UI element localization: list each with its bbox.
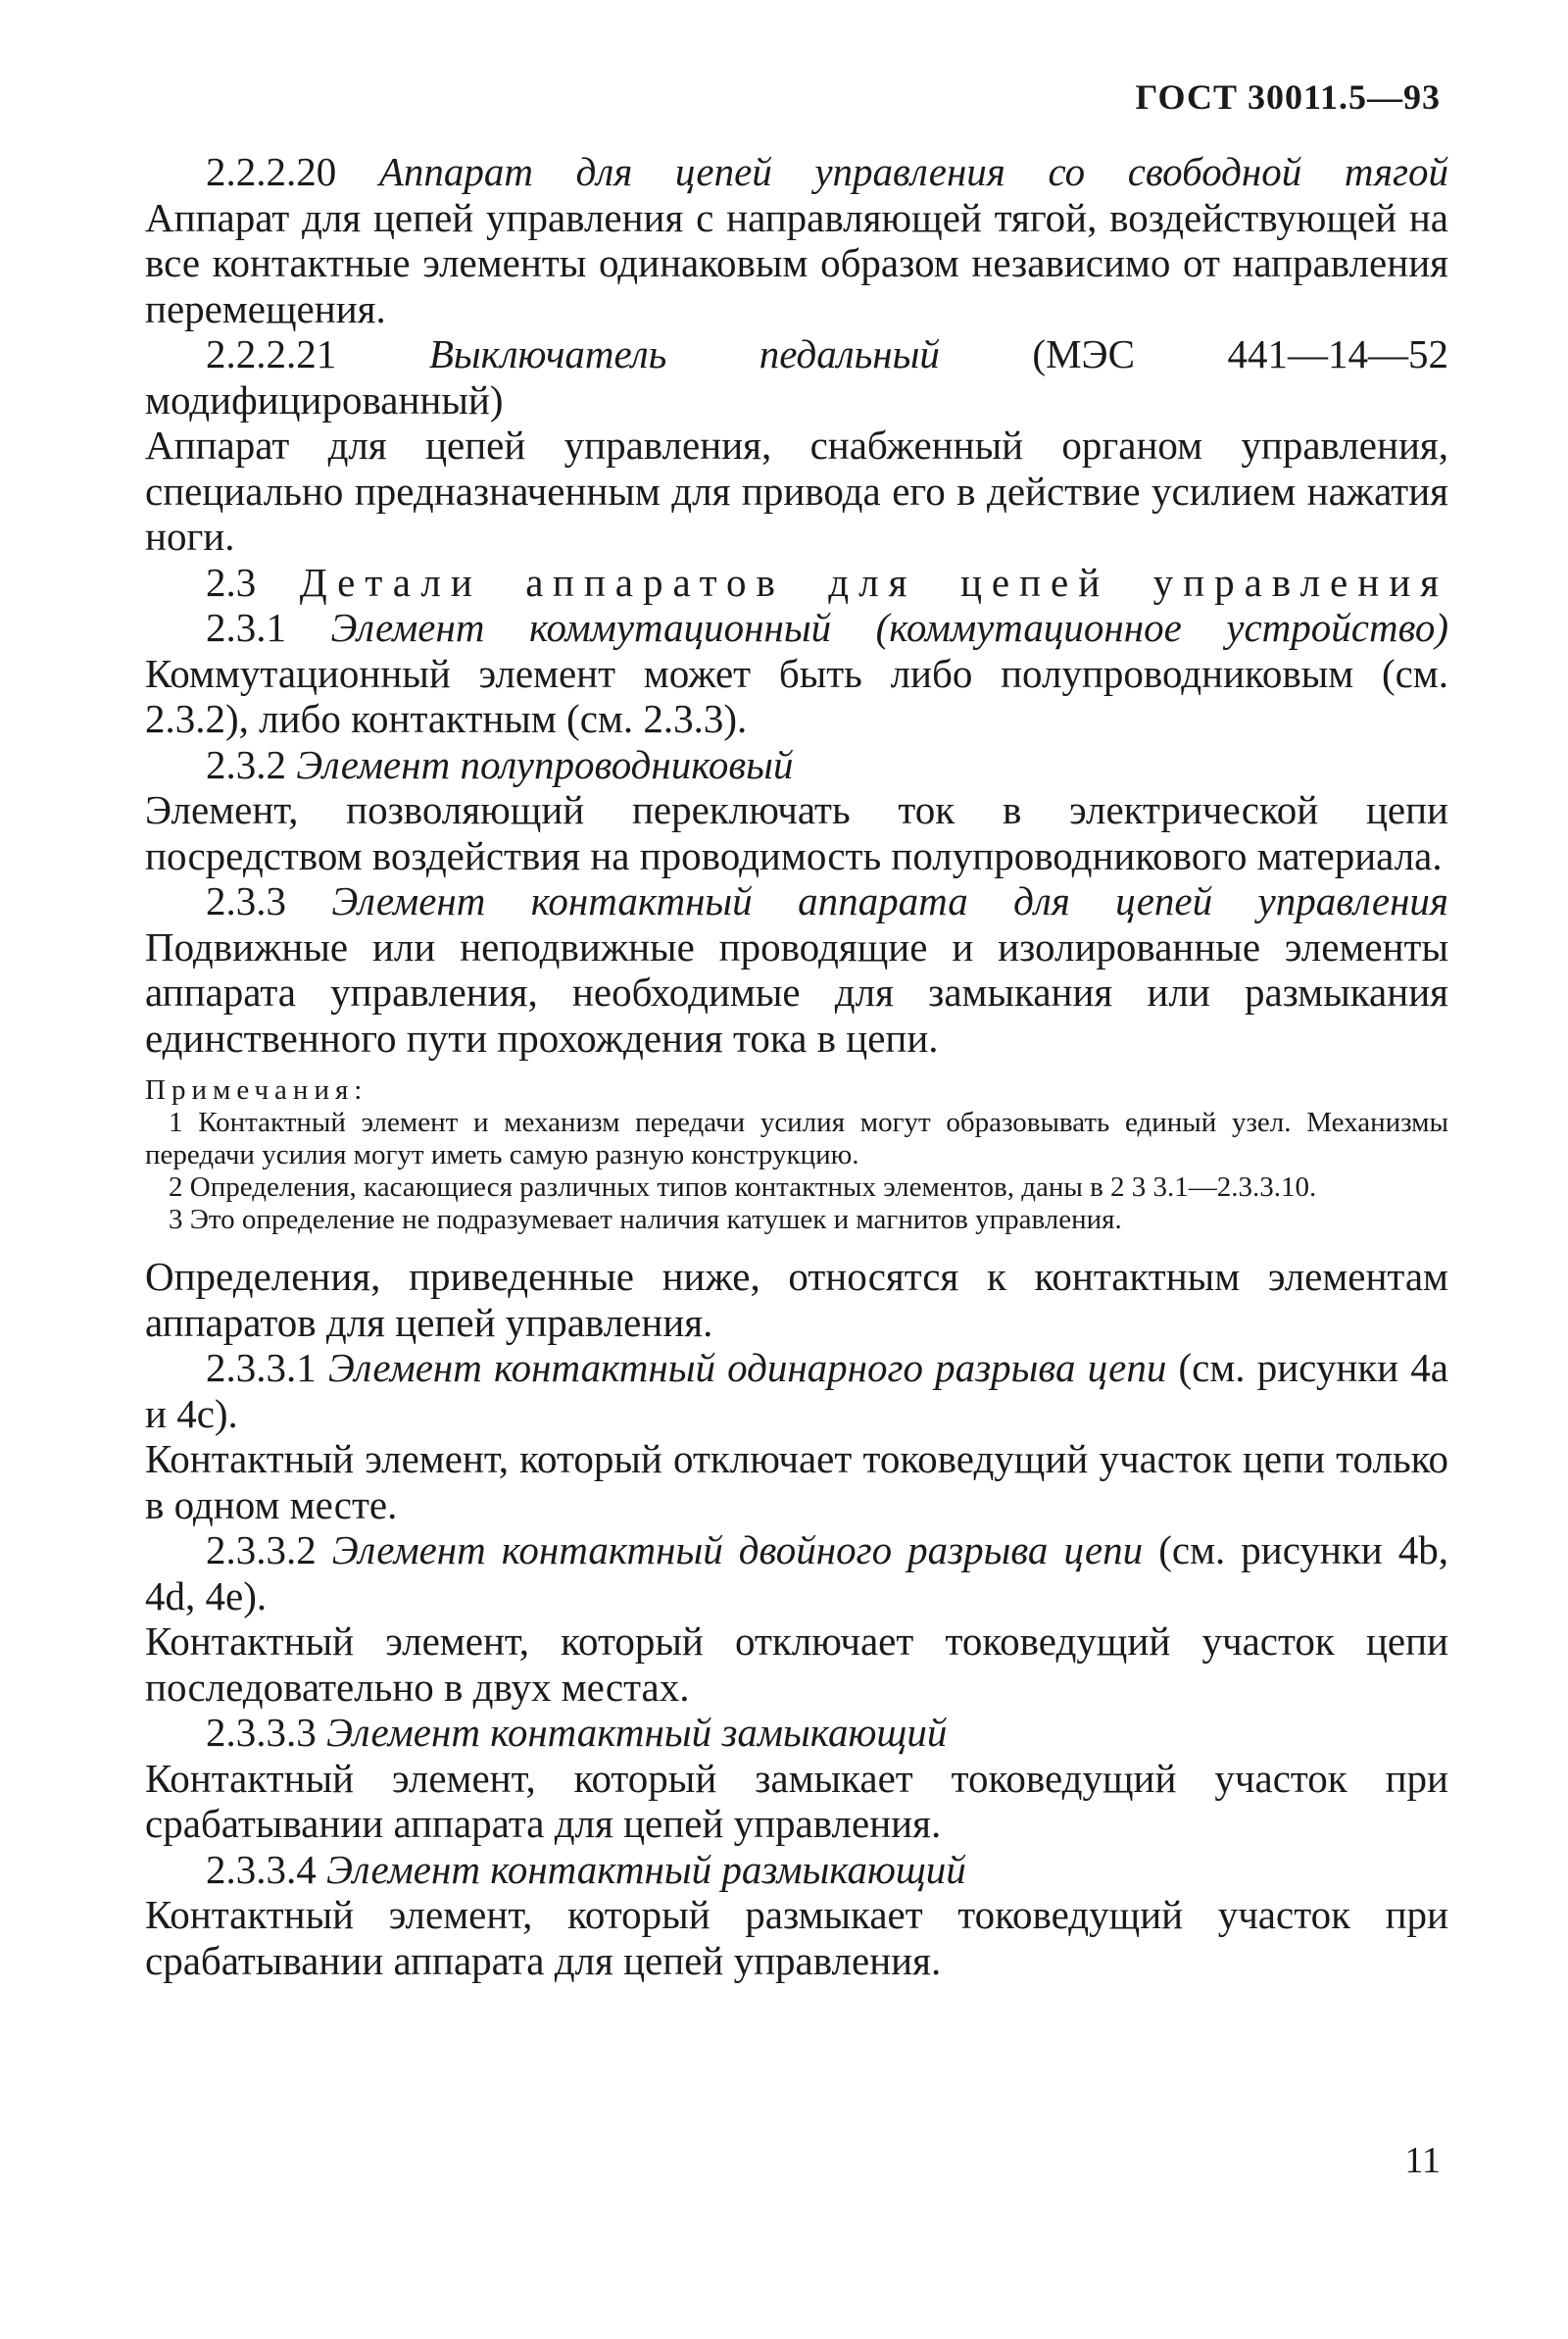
- notes-block: [145, 1074, 1448, 1236]
- note-item: 1 Контактный элемент и механизм передачи усилия могут образовывать единый узел. Механизмы передачи усилия могут иметь самую разную конструкцию.: [145, 1107, 1448, 1170]
- page-body: [145, 149, 1448, 1983]
- notes-title: Примечания:: [145, 1074, 368, 1106]
- entry-number: 2.3.1: [206, 605, 286, 650]
- entry-term: [145, 878, 1448, 924]
- entry-term: [145, 1847, 1448, 1893]
- section-number: 2.3: [206, 559, 257, 605]
- page-number: 11: [1404, 2140, 1441, 2181]
- entry-term-text: Элемент контактный двойного разрыва цепи: [331, 1527, 1144, 1572]
- section-title: Детали аппаратов для цепей управления: [299, 559, 1448, 605]
- entry-term: [145, 742, 1448, 788]
- entry-definition: Контактный элемент, который отключает токоведущий участок цепи последовательно в двух местах.: [145, 1618, 1448, 1710]
- entry-definition: Контактный элемент, который размыкает токоведущий участок при срабатывании аппарата для цепей управления.: [145, 1892, 1448, 1983]
- entry-term-text: Выключатель педальный: [428, 331, 940, 376]
- entry-definition: Аппарат для цепей управления с направляющей тягой, воздействующей на все контактные элементы одинаковым образом независимо от направления перемещения.: [145, 194, 1448, 331]
- entry-definition: Контактный элемент, который отключает токоведущий участок цепи только в одном месте.: [145, 1436, 1448, 1527]
- entry-term: [145, 1710, 1448, 1756]
- entry-term: [145, 1345, 1448, 1436]
- entry-term: [145, 1527, 1448, 1618]
- entry-term-suffix: (см. рисунки 4b, 4d, 4е).: [145, 1527, 1448, 1618]
- entry-term-suffix: (см. рисунки 4а и 4с).: [145, 1345, 1448, 1436]
- entry-number: 2.3.3.3: [206, 1710, 317, 1755]
- entry-number: 2.3.3: [206, 878, 286, 923]
- entry-term: [145, 605, 1448, 651]
- entry-number: 2.3.3.2: [206, 1527, 317, 1572]
- entry-number: 2.2.2.21: [206, 331, 337, 376]
- entry-term-text: Элемент контактный размыкающий: [326, 1846, 966, 1892]
- entry-term-text: Элемент контактный одинарного разрыва цепи: [327, 1345, 1167, 1390]
- entry-term: [145, 331, 1448, 423]
- entry-term-text: Элемент коммутационный (коммутационное устройство): [330, 605, 1449, 650]
- entry-definition: Аппарат для цепей управления, снабженный органом управления, специально предназначенным для привода его в действие усилием нажатия ноги.: [145, 423, 1448, 559]
- entry-definition: Подвижные или неподвижные проводящие и изолированные элементы аппарата управления, необходимые для замыкания или размыкания единственного пути прохождения тока в цепи.: [145, 923, 1448, 1061]
- entry-definition: Контактный элемент, который замыкает токоведущий участок при срабатывании аппарата для цепей управления.: [145, 1755, 1448, 1846]
- entry-number: 2.3.2: [206, 741, 286, 787]
- entry-term-text: Элемент контактный аппарата для цепей управления: [331, 878, 1448, 923]
- entry-term-text: Аппарат для цепей управления со свободной тягой: [378, 149, 1449, 194]
- section-heading: [145, 560, 1448, 606]
- page-header-code: ГОСТ 30011.5—93: [1135, 77, 1441, 117]
- entry-term-text: Элемент полупроводниковый: [296, 741, 794, 787]
- entry-term-text: Элемент контактный замыкающий: [326, 1710, 948, 1755]
- intro-paragraph: Определения, приведенные ниже, относятся к контактным элементам аппаратов для цепей управления.: [145, 1254, 1448, 1345]
- entry-term-suffix: (МЭС 441—14—52 модифицированный): [145, 331, 1449, 423]
- entry-definition: Коммутационный элемент может быть либо полупроводниковым (см. 2.3.2), либо контактным (см. 2.3.3).: [145, 650, 1448, 741]
- entry-number: 2.3.3.1: [206, 1345, 317, 1390]
- entry-number: 2.3.3.4: [206, 1846, 317, 1892]
- note-item: 2 Определения, касающиеся различных типов контактных элементов, даны в 2 3 3.1—2.3.3.10.: [169, 1171, 1317, 1203]
- entry-term: [145, 149, 1448, 195]
- entry-definition: Элемент, позволяющий переключать ток в электрической цепи посредством воздействия на проводимость полупроводникового материала.: [145, 787, 1448, 878]
- entry-number: 2.2.2.20: [206, 149, 337, 194]
- note-item: 3 Это определение не подразумевает наличия катушек и магнитов управления.: [169, 1204, 1122, 1235]
